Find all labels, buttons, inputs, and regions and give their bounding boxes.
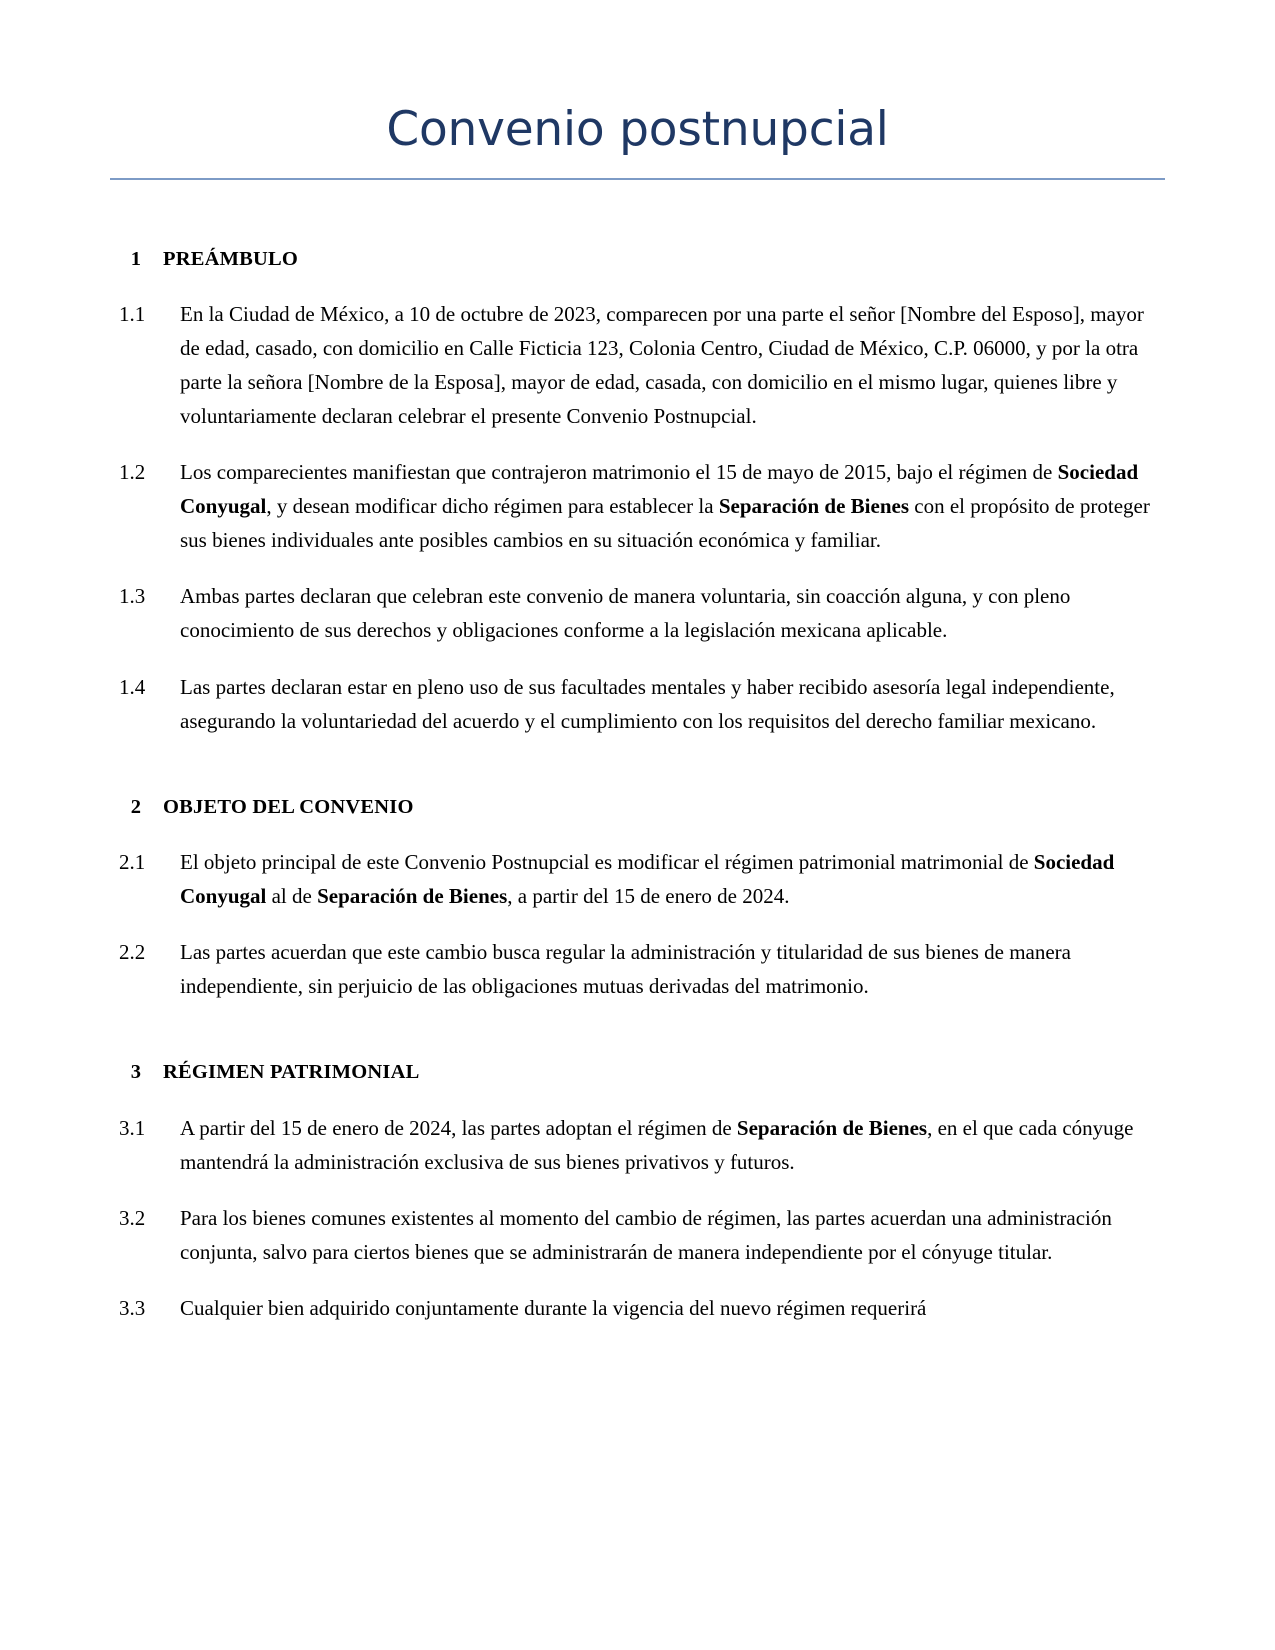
- section-number: 1: [130, 247, 141, 270]
- clause-number: 1.1: [119, 302, 146, 327]
- clause: [110, 297, 1165, 433]
- clause-text: [180, 455, 1165, 557]
- text-run: con el propósito de proteger sus bienes individuales ante posibles cambios en su situación económica y familiar.: [180, 494, 1150, 553]
- title-block: [0, 0, 1275, 180]
- document-section: [110, 1059, 1165, 1325]
- document-body: [0, 246, 1275, 1325]
- clause: [110, 670, 1165, 738]
- section-number: 3: [130, 1061, 141, 1084]
- emphasized-term: Sociedad Conyugal: [180, 850, 1115, 909]
- text-run: El objeto principal de este Convenio Postnupcial es modificar el régimen patrimonial matrimonial de: [180, 850, 1034, 875]
- section-title: RÉGIMEN PATRIMONIAL: [163, 1061, 420, 1084]
- text-run: Las partes declaran estar en pleno uso de sus facultades mentales y haber recibido asesoría legal independiente, asegurando la voluntariedad del acuerdo y el cumplimiento con los requisitos del derecho familiar mexicano.: [180, 674, 1115, 733]
- emphasized-term: Sociedad Conyugal: [180, 460, 1139, 519]
- text-run: al de: [266, 884, 318, 909]
- text-run: Cualquier bien adquirido conjuntamente durante la vigencia del nuevo régimen requerirá: [180, 1296, 927, 1320]
- title-divider: [110, 178, 1165, 180]
- clause-number: 3.1: [119, 1115, 146, 1140]
- emphasized-term: Separación de Bienes: [736, 1115, 928, 1140]
- clause-number: 1.4: [119, 674, 146, 699]
- clause: [110, 1291, 1165, 1325]
- text-run: , en el que cada cónyuge mantendrá la administración exclusiva de sus bienes privativos y futuros.: [180, 1115, 1134, 1174]
- section-title: PREÁMBULO: [163, 247, 299, 270]
- clause-text: [180, 670, 1165, 738]
- clause: [110, 1111, 1165, 1179]
- text-run: , a partir del 15 de enero de 2024.: [507, 884, 790, 909]
- clause-text: [180, 845, 1165, 913]
- clause-number: 3.3: [119, 1296, 146, 1320]
- clause-text: [180, 579, 1165, 647]
- clause-number: 1.3: [119, 584, 146, 609]
- text-run: En la Ciudad de México, a 10 de octubre de 2023, comparecen por una parte el señor [Nombre del Esposo], mayor de edad, casado, con domicilio en Calle Ficticia 123, Colonia Centro, Ciudad de México, C.P. 06000, y por la otra parte la señora [Nombre de la Esposa], mayor de edad, casada, con domicilio en el mismo lugar, quienes libre y voluntariamente declaran celebrar el presente Convenio Postnupcial.: [180, 302, 1144, 429]
- clause: [110, 1201, 1165, 1269]
- clause: [110, 935, 1165, 1003]
- section-heading: [110, 246, 1165, 274]
- clause-text: [180, 1201, 1165, 1269]
- clause-text: [180, 297, 1165, 433]
- text-run: Para los bienes comunes existentes al momento del cambio de régimen, las partes acuerdan una administración conjunta, salvo para ciertos bienes que se administrarán de manera independiente por el cónyuge titular.: [180, 1205, 1112, 1264]
- emphasized-term: Separación de Bienes: [317, 884, 508, 909]
- clause-text: [180, 935, 1165, 1003]
- document-section: [110, 246, 1165, 738]
- clause-text: [180, 1291, 1165, 1325]
- section-number: 2: [130, 795, 141, 818]
- clause-number: 3.2: [119, 1205, 146, 1230]
- clause: [110, 845, 1165, 913]
- clause-number: 1.2: [119, 460, 146, 485]
- text-run: Las partes acuerdan que este cambio busca regular la administración y titularidad de sus bienes de manera independiente, sin perjuicio de las obligaciones mutuas derivadas del matrimonio.: [180, 940, 1071, 999]
- document-section: [110, 794, 1165, 1004]
- clause-text: [180, 1111, 1165, 1179]
- text-run: Los comparecientes manifiestan que contrajeron matrimonio el 15 de mayo de 2015, bajo el régimen de: [180, 460, 1058, 485]
- text-run: , y desean modificar dicho régimen para establecer la: [266, 494, 719, 519]
- emphasized-term: Separación de Bienes: [718, 494, 909, 519]
- clause: [110, 579, 1165, 647]
- section-title: OBJETO DEL CONVENIO: [163, 795, 414, 818]
- clause: [110, 455, 1165, 557]
- text-run: A partir del 15 de enero de 2024, las partes adoptan el régimen de: [180, 1115, 737, 1140]
- section-heading: [110, 794, 1165, 822]
- clause-number: 2.2: [119, 940, 146, 965]
- clause-number: 2.1: [119, 850, 146, 875]
- page-title: Convenio postnupcial: [386, 102, 889, 157]
- section-heading: [110, 1059, 1165, 1087]
- text-run: Ambas partes declaran que celebran este convenio de manera voluntaria, sin coacción alguna, y con pleno conocimiento de sus derechos y obligaciones conforme a la legislación mexicana aplicable.: [180, 584, 1071, 643]
